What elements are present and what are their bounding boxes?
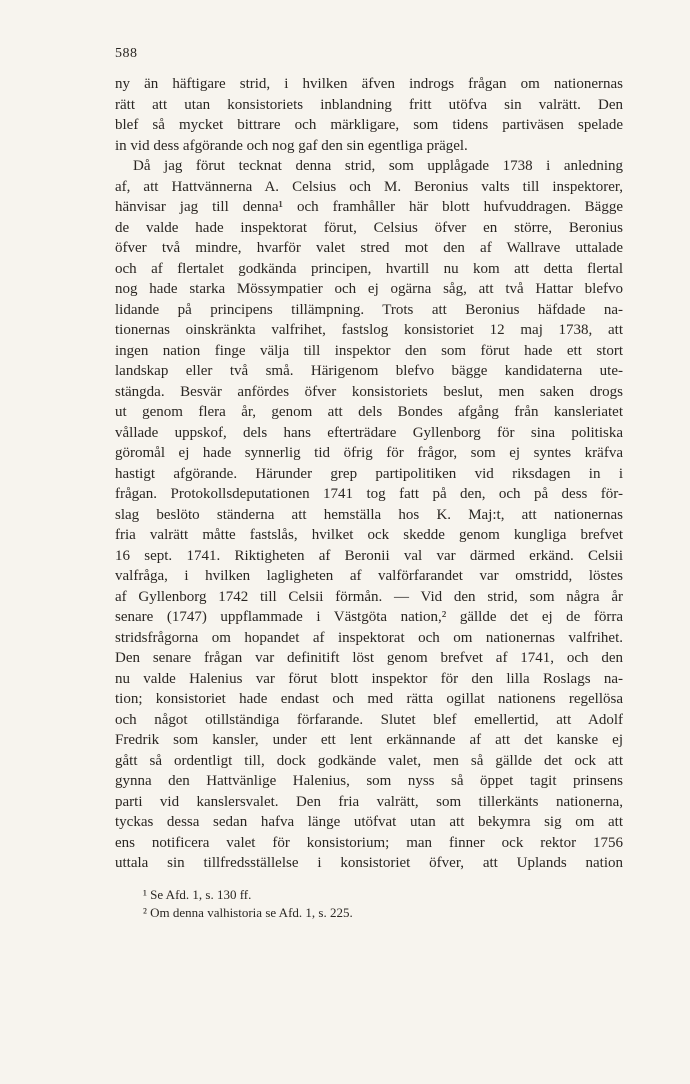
- text-line: tyckas dessa sedan hafva länge utöfvat utan att bekymra sig om att: [115, 814, 623, 830]
- text-line: hastigt afgörande. Härunder grep partipolitiken vid riksdagen in i: [115, 465, 623, 482]
- page-number: 588: [115, 46, 138, 61]
- text-line: och af flertalet godkända principen, hvartill nu kom att detta flertal: [115, 260, 623, 277]
- footnote: ¹ Se Afd. 1, s. 130 ff.: [143, 887, 252, 902]
- text-line: parti vid kanslersvalet. Den fria valrätt, som tillerkänts nationerna,: [115, 793, 623, 810]
- text-line: ut genom flera år, genom att dels Bondes afgång från kansleriatet: [115, 404, 623, 420]
- text-line: valfråga, i hvilken lagligheten af valförfarandet var omstridd, löstes: [115, 568, 623, 584]
- text-line: Fredrik som kansler, under ett lent erkännande af att det kanske ej: [115, 732, 623, 748]
- text-line: vållade uppskof, dels hans efterträdare Gyllenborg för sina politiska: [115, 424, 623, 441]
- text-line: 16 sept. 1741. Riktigheten af Beronii val var därmed erkänd. Celsii: [115, 547, 623, 564]
- text-line: stängda. Besvär anfördes öfver konsistoriets beslut, men saken drogs: [115, 383, 623, 400]
- text-line: ingen nation finge välja till inspektor den som förut hade ett stort: [115, 342, 623, 359]
- text-line: göromål ej hade synnerlig tid öfrig för frågor, som ej syntes kräfva: [115, 445, 623, 461]
- text-line: uttala sin tillfredsställelse i konsistoriet öfver, att Uplands nation: [115, 855, 623, 871]
- text-line: tion; konsistoriet hade endast och med rätta ogillat nationens regellösa: [115, 691, 623, 707]
- text-line: gynna den Hattvänlige Halenius, som nyss så öppet tagit prinsens: [115, 773, 623, 789]
- text-line: ens notificera valet för konsistorium; man finner ock rektor 1756: [115, 834, 623, 851]
- text-line: gått så ordentligt till, dock godkände valet, men så gällde det ock att: [115, 752, 623, 769]
- text-line: senare (1747) uppflammade i Västgöta nation,² gällde det ej de förra: [115, 609, 623, 625]
- text-line: nog hade starka Mössympatier och ej ogärna såg, att två Hattar blefvo: [115, 281, 623, 297]
- text-line: af, att Hattvännerna A. Celsius och M. Beronius valts till inspektorer,: [115, 178, 623, 195]
- footnotes: [143, 886, 603, 922]
- text-line: in vid dess afgörande och nog gaf den sin egentliga prägel.: [115, 137, 468, 154]
- text-line: stridsfrågorna om hopandet af inspektorat och om nationernas valfrihet.: [115, 629, 623, 646]
- text-line: fria valrätt måtte fastslås, hvilket ock skedde genom kungliga brefvet: [115, 527, 623, 543]
- text-line: frågan. Protokollsdeputationen 1741 tog fatt på den, och på dess för-: [115, 486, 623, 502]
- text-line: de valde hade inspektorat förut, Celsius öfver en större, Beronius: [115, 219, 623, 236]
- text-line: blef så mycket bittrare och märkligare, som tidens partiväsen spelade: [115, 117, 623, 133]
- text-line: Den senare frågan var definitift löst genom brefvet af 1741, och den: [115, 650, 623, 666]
- text-line: och något otillständiga förfarande. Slutet blef emellertid, att Adolf: [115, 711, 623, 728]
- text-line: tionernas oinskränkta valfrihet, fastslog konsistoriet 12 maj 1738, att: [115, 322, 623, 338]
- text-line: rätt att utan konsistoriets inblandning fritt utöfva sin valrätt. Den: [115, 96, 623, 113]
- text-line: af Gyllenborg 1742 till Celsii förmån. — Vid den strid, som några år: [115, 588, 623, 605]
- text-line: Då jag förut tecknat denna strid, som upplågade 1738 i anledning: [133, 158, 623, 174]
- text-line: lidande på principens tillämpning. Trots att Beronius häfdade na-: [115, 301, 623, 318]
- text-line: landskap eller två små. Härigenom blefvo bägge kandidaterna ute-: [115, 363, 623, 379]
- body-text: [115, 74, 623, 874]
- text-line: öfver två mindre, hvarför valet stred mot den af Wallrave uttalade: [115, 240, 623, 256]
- text-line: ny än häftigare strid, i hvilken äfven indrogs frågan om nationernas: [115, 76, 623, 92]
- text-line: slag beslöto ständerna att hemställa hos K. Maj:t, att nationernas: [115, 506, 623, 523]
- text-line: hänvisar jag till denna¹ och framhåller här blott hufvuddragen. Bägge: [115, 199, 623, 215]
- text-line: nu valde Halenius var förut blott inspektor för den lilla Roslags na-: [115, 670, 623, 687]
- footnote: ² Om denna valhistoria se Afd. 1, s. 225.: [143, 905, 353, 920]
